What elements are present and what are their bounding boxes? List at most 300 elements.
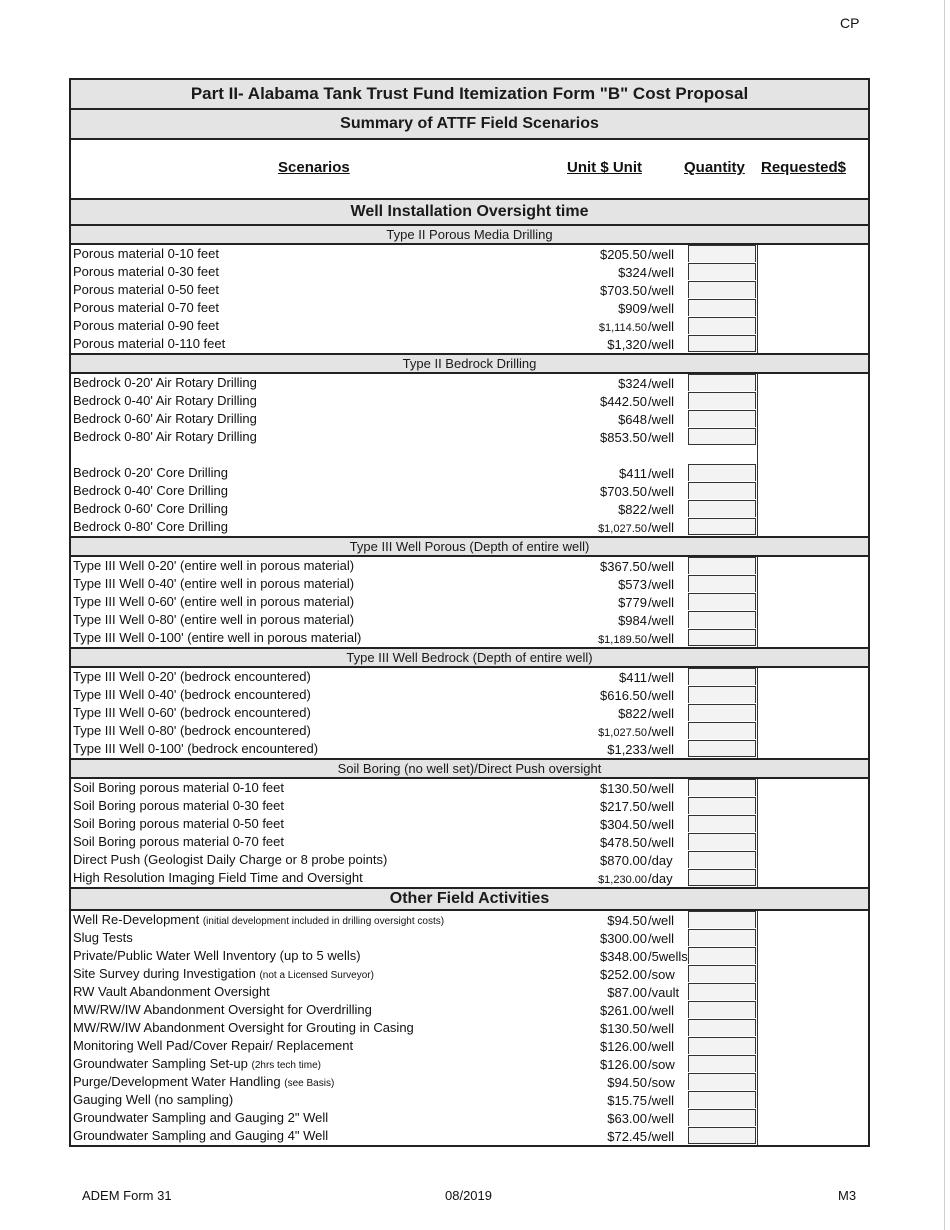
table-row bbox=[71, 965, 868, 983]
scenario-label bbox=[73, 612, 354, 627]
unit-label: /well bbox=[648, 337, 675, 352]
scenario-label bbox=[73, 723, 311, 738]
quantity-input[interactable] bbox=[688, 1073, 756, 1090]
subsection-heading: Type III Well Bedrock (Depth of entire well) bbox=[71, 649, 868, 668]
price-amount: $703.50 bbox=[600, 484, 647, 499]
unit-label: /well bbox=[648, 1129, 675, 1144]
scenario-note: (not a Licensed Surveyor) bbox=[259, 970, 374, 981]
quantity-input[interactable] bbox=[688, 518, 756, 535]
section-other-field: Other Field Activities bbox=[71, 889, 868, 911]
quantity-input[interactable] bbox=[688, 833, 756, 850]
price-amount: $1,189.50 bbox=[598, 634, 647, 646]
subsection-rows bbox=[71, 245, 868, 355]
price-amount: $822 bbox=[618, 502, 647, 517]
scenario-text: Well Re-Development bbox=[73, 912, 200, 927]
table-row bbox=[71, 500, 868, 518]
page-edge bbox=[944, 0, 945, 1230]
table-row bbox=[71, 245, 868, 263]
scenario-text: Bedrock 0-60' Air Rotary Drilling bbox=[73, 411, 257, 426]
scenario-text: Bedrock 0-20' Core Drilling bbox=[73, 465, 228, 480]
col-scenarios: Scenarios bbox=[278, 159, 350, 176]
unit-price bbox=[607, 742, 647, 757]
other-field-rows bbox=[71, 911, 868, 1145]
scenario-label bbox=[73, 687, 311, 702]
unit-price bbox=[619, 466, 647, 481]
unit-price bbox=[598, 724, 647, 739]
quantity-input[interactable] bbox=[688, 410, 756, 427]
unit-price bbox=[600, 559, 647, 574]
unit-label: /well bbox=[648, 835, 675, 850]
subsection-rows bbox=[71, 779, 868, 889]
price-amount: $130.50 bbox=[600, 781, 647, 796]
price-amount: $853.50 bbox=[600, 430, 647, 445]
section-well-installation: Well Installation Oversight time bbox=[71, 200, 868, 226]
scenario-text: Type III Well 0-80' (bedrock encountered) bbox=[73, 723, 311, 738]
unit-price bbox=[600, 853, 647, 868]
scenario-label bbox=[73, 1056, 321, 1071]
scenario-text: Type III Well 0-60' (bedrock encountered) bbox=[73, 705, 311, 720]
scenario-text: Groundwater Sampling and Gauging 4" Well bbox=[73, 1128, 329, 1143]
unit-price bbox=[600, 1003, 647, 1018]
unit-label: /well bbox=[648, 1003, 675, 1018]
price-amount: $205.50 bbox=[600, 247, 647, 262]
table-row bbox=[71, 911, 868, 929]
unit-label: /well bbox=[648, 502, 675, 517]
unit-price bbox=[600, 967, 647, 982]
unit-label: /well bbox=[648, 706, 675, 721]
quantity-input[interactable] bbox=[688, 1019, 756, 1036]
scenario-label bbox=[73, 948, 361, 963]
column-headers bbox=[71, 140, 868, 200]
unit-price bbox=[618, 265, 647, 280]
quantity-input[interactable] bbox=[688, 392, 756, 409]
quantity-input[interactable] bbox=[688, 815, 756, 832]
unit-price bbox=[607, 1111, 647, 1126]
scenario-label bbox=[73, 912, 444, 927]
unit-label: /well bbox=[648, 631, 675, 646]
col-quantity: Quantity bbox=[684, 159, 745, 176]
scenario-label bbox=[73, 501, 228, 516]
price-amount: $616.50 bbox=[600, 688, 647, 703]
scenario-text: Bedrock 0-60' Core Drilling bbox=[73, 501, 228, 516]
unit-label: /well bbox=[648, 931, 675, 946]
scenario-text: Purge/Development Water Handling bbox=[73, 1074, 281, 1089]
quantity-input[interactable] bbox=[688, 965, 756, 982]
scenario-text: Porous material 0-70 feet bbox=[73, 300, 219, 315]
table-row bbox=[71, 1019, 868, 1037]
scenario-text: Type III Well 0-60' (entire well in porous material) bbox=[73, 594, 355, 609]
unit-price bbox=[600, 1021, 647, 1036]
scenario-text: Porous material 0-10 feet bbox=[73, 246, 219, 261]
unit-label: /well bbox=[648, 1021, 675, 1036]
table-row bbox=[71, 518, 868, 536]
table-row bbox=[71, 392, 868, 410]
table-row bbox=[71, 428, 868, 446]
scenario-label bbox=[73, 966, 374, 981]
scenario-label bbox=[73, 300, 219, 315]
scenario-label bbox=[73, 798, 284, 813]
scenario-label bbox=[73, 483, 228, 498]
unit-label: /well bbox=[648, 613, 675, 628]
scenario-text: MW/RW/IW Abandonment Oversight for Grouting in Casing bbox=[73, 1020, 414, 1035]
table-row bbox=[71, 722, 868, 740]
unit-label: /day bbox=[648, 871, 673, 886]
scenario-label bbox=[73, 630, 361, 645]
quantity-input[interactable] bbox=[688, 629, 756, 646]
table-row bbox=[71, 1001, 868, 1019]
unit-price bbox=[607, 1093, 647, 1108]
quantity-input[interactable] bbox=[688, 779, 756, 796]
price-amount: $822 bbox=[618, 706, 647, 721]
unit-price bbox=[600, 283, 647, 298]
unit-price bbox=[600, 247, 647, 262]
quantity-input[interactable] bbox=[688, 851, 756, 868]
subsection-rows bbox=[71, 374, 868, 538]
price-amount: $442.50 bbox=[600, 394, 647, 409]
table-row bbox=[71, 611, 868, 629]
price-amount: $300.00 bbox=[600, 931, 647, 946]
table-row bbox=[71, 704, 868, 722]
unit-label: /well bbox=[648, 283, 675, 298]
quantity-input[interactable] bbox=[688, 1109, 756, 1126]
scenario-label bbox=[73, 1092, 233, 1107]
scenario-label bbox=[73, 870, 363, 885]
unit-label: /well bbox=[648, 319, 675, 334]
price-amount: $648 bbox=[618, 412, 647, 427]
table-row bbox=[71, 1091, 868, 1109]
form-subtitle: Summary of ATTF Field Scenarios bbox=[71, 110, 868, 140]
corner-code: CP bbox=[840, 15, 860, 31]
quantity-input[interactable] bbox=[688, 722, 756, 739]
table-row bbox=[71, 557, 868, 575]
scenario-text: Groundwater Sampling and Gauging 2" Well bbox=[73, 1110, 329, 1125]
unit-price bbox=[600, 688, 647, 703]
quantity-input[interactable] bbox=[688, 1127, 756, 1144]
scenario-note: (2hrs tech time) bbox=[251, 1060, 321, 1071]
unit-label: /well bbox=[648, 484, 675, 499]
table-row bbox=[71, 869, 868, 887]
scenario-label bbox=[73, 816, 284, 831]
unit-label: /well bbox=[648, 913, 675, 928]
unit-price bbox=[607, 985, 647, 1000]
scenario-text: Site Survey during Investigation bbox=[73, 966, 256, 981]
unit-price bbox=[600, 484, 647, 499]
scenario-text: Type III Well 0-100' (bedrock encountered) bbox=[73, 741, 319, 756]
table-row bbox=[71, 686, 868, 704]
price-amount: $94.50 bbox=[607, 913, 647, 928]
scenario-label bbox=[73, 576, 354, 591]
unit-label: /well bbox=[648, 817, 675, 832]
quantity-input[interactable] bbox=[688, 500, 756, 517]
price-amount: $304.50 bbox=[600, 817, 647, 832]
quantity-input[interactable] bbox=[688, 281, 756, 298]
subsection-heading: Type III Well Porous (Depth of entire well) bbox=[71, 538, 868, 557]
price-amount: $1,027.50 bbox=[598, 727, 647, 739]
scenario-label bbox=[73, 984, 270, 999]
unit-price bbox=[600, 430, 647, 445]
unit-price bbox=[598, 631, 647, 646]
unit-label: /well bbox=[648, 577, 675, 592]
unit-price bbox=[600, 1039, 647, 1054]
unit-label: /well bbox=[648, 301, 675, 316]
unit-price bbox=[619, 670, 647, 685]
table-row bbox=[71, 929, 868, 947]
scenario-label bbox=[73, 834, 284, 849]
table-row bbox=[71, 1037, 868, 1055]
unit-price bbox=[618, 613, 647, 628]
quantity-input[interactable] bbox=[688, 611, 756, 628]
scenario-text: Soil Boring porous material 0-50 feet bbox=[73, 816, 285, 831]
price-amount: $15.75 bbox=[607, 1093, 647, 1108]
unit-price bbox=[599, 319, 647, 334]
quantity-input[interactable] bbox=[688, 593, 756, 610]
unit-price bbox=[600, 394, 647, 409]
scenario-label bbox=[73, 393, 257, 408]
unit-price bbox=[618, 376, 647, 391]
quantity-input[interactable] bbox=[688, 740, 756, 757]
scenario-text: Type III Well 0-80' (entire well in porous material) bbox=[73, 612, 355, 627]
scenario-label bbox=[73, 318, 219, 333]
quantity-input[interactable] bbox=[688, 335, 756, 352]
unit-label: /well bbox=[648, 1111, 675, 1126]
unit-label: /sow bbox=[648, 1057, 675, 1072]
form-title: Part II- Alabama Tank Trust Fund Itemization Form "B" Cost Proposal bbox=[71, 80, 868, 110]
unit-label: /well bbox=[648, 466, 675, 481]
quantity-input[interactable] bbox=[688, 668, 756, 685]
table-row bbox=[71, 815, 868, 833]
scenario-text: Type III Well 0-100' (entire well in porous material) bbox=[73, 630, 362, 645]
subsection-heading: Soil Boring (no well set)/Direct Push oversight bbox=[71, 760, 868, 779]
scenario-text: Private/Public Water Well Inventory (up to 5 wells) bbox=[73, 948, 361, 963]
scenario-text: RW Vault Abandonment Oversight bbox=[73, 984, 270, 999]
scenario-text: Type III Well 0-20' (entire well in porous material) bbox=[73, 558, 355, 573]
quantity-input[interactable] bbox=[688, 263, 756, 280]
scenario-label bbox=[73, 1110, 328, 1125]
price-amount: $411 bbox=[619, 466, 647, 481]
unit-price bbox=[607, 913, 647, 928]
scenario-label bbox=[73, 336, 225, 351]
quantity-input[interactable] bbox=[688, 929, 756, 946]
unit-label: /well bbox=[648, 430, 675, 445]
scenario-text: Porous material 0-110 feet bbox=[73, 336, 226, 351]
cost-proposal-form bbox=[69, 78, 870, 1147]
table-row bbox=[71, 1127, 868, 1145]
unit-label: /sow bbox=[648, 967, 675, 982]
scenario-text: High Resolution Imaging Field Time and Oversight bbox=[73, 870, 363, 885]
price-amount: $63.00 bbox=[607, 1111, 647, 1126]
price-amount: $1,027.50 bbox=[598, 523, 647, 535]
scenario-text: Groundwater Sampling Set-up bbox=[73, 1056, 248, 1071]
unit-price bbox=[607, 337, 647, 352]
quantity-input[interactable] bbox=[688, 911, 756, 928]
unit-price bbox=[607, 1129, 647, 1144]
scenario-label bbox=[73, 282, 219, 297]
unit-label: /5wells bbox=[648, 949, 688, 964]
table-row bbox=[71, 983, 868, 1001]
price-amount: $126.00 bbox=[600, 1057, 647, 1072]
scenario-text: Bedrock 0-40' Air Rotary Drilling bbox=[73, 393, 257, 408]
price-amount: $1,114.50 bbox=[598, 322, 647, 334]
unit-label: /well bbox=[648, 412, 675, 427]
price-amount: $573 bbox=[618, 577, 647, 592]
scenario-label bbox=[73, 852, 387, 867]
quantity-input[interactable] bbox=[688, 317, 756, 334]
price-amount: $324 bbox=[618, 265, 647, 280]
scenario-label bbox=[73, 741, 318, 756]
price-amount: $870.00 bbox=[600, 853, 647, 868]
price-amount: $94.50 bbox=[607, 1075, 647, 1090]
scenario-text: Soil Boring porous material 0-70 feet bbox=[73, 834, 285, 849]
quantity-input[interactable] bbox=[688, 869, 756, 886]
price-amount: $703.50 bbox=[600, 283, 647, 298]
quantity-input[interactable] bbox=[688, 797, 756, 814]
table-row bbox=[71, 797, 868, 815]
unit-price bbox=[600, 835, 647, 850]
scenario-label bbox=[73, 429, 257, 444]
col-unit-price: Unit $ Unit bbox=[567, 159, 642, 176]
scenario-text: Bedrock 0-20' Air Rotary Drilling bbox=[73, 375, 257, 390]
unit-label: /vault bbox=[648, 985, 680, 1000]
scenario-text: Type III Well 0-20' (bedrock encountered) bbox=[73, 669, 311, 684]
quantity-input[interactable] bbox=[688, 1001, 756, 1018]
price-amount: $1,233 bbox=[607, 742, 647, 757]
footer-page-code: M3 bbox=[838, 1188, 857, 1203]
price-amount: $217.50 bbox=[600, 799, 647, 814]
quantity-input[interactable] bbox=[688, 245, 756, 262]
unit-label: /well bbox=[648, 1039, 675, 1054]
table-row bbox=[71, 410, 868, 428]
table-row bbox=[71, 947, 868, 965]
unit-price bbox=[618, 706, 647, 721]
scenario-text: Porous material 0-90 feet bbox=[73, 318, 219, 333]
table-row bbox=[71, 740, 868, 758]
quantity-input[interactable] bbox=[688, 374, 756, 391]
quantity-input[interactable] bbox=[688, 686, 756, 703]
scenario-text: Porous material 0-30 feet bbox=[73, 264, 219, 279]
table-row bbox=[71, 1109, 868, 1127]
scenario-label bbox=[73, 558, 354, 573]
col-requested: Requested$ bbox=[761, 159, 847, 176]
unit-price bbox=[618, 412, 647, 427]
unit-price bbox=[618, 502, 647, 517]
table-row bbox=[71, 575, 868, 593]
unit-price bbox=[618, 577, 647, 592]
price-amount: $324 bbox=[618, 376, 647, 391]
scenario-label bbox=[73, 1002, 372, 1017]
table-row bbox=[71, 464, 868, 482]
unit-price bbox=[600, 817, 647, 832]
unit-label: /well bbox=[648, 742, 675, 757]
quantity-input[interactable] bbox=[688, 1091, 756, 1108]
unit-label: /day bbox=[648, 853, 673, 868]
scenario-text: Porous material 0-50 feet bbox=[73, 282, 219, 297]
scenario-label bbox=[73, 519, 228, 534]
unit-label: /well bbox=[648, 520, 675, 535]
unit-label: /well bbox=[648, 394, 675, 409]
price-amount: $411 bbox=[619, 670, 647, 685]
scenario-label bbox=[73, 411, 257, 426]
quantity-input[interactable] bbox=[688, 983, 756, 1000]
footer-form-id: ADEM Form 31 bbox=[82, 1188, 172, 1203]
table-row bbox=[71, 482, 868, 500]
price-amount: $252.00 bbox=[600, 967, 647, 982]
subsection-heading: Type II Bedrock Drilling bbox=[71, 355, 868, 374]
scenario-note: (see Basis) bbox=[284, 1078, 335, 1089]
unit-label: /well bbox=[648, 247, 675, 262]
scenario-label bbox=[73, 594, 354, 609]
subsection-heading: Type II Porous Media Drilling bbox=[71, 226, 868, 245]
quantity-input[interactable] bbox=[688, 575, 756, 592]
quantity-input[interactable] bbox=[688, 464, 756, 481]
scenario-label bbox=[73, 465, 228, 480]
scenario-label bbox=[73, 246, 219, 261]
table-row bbox=[71, 335, 868, 353]
table-row bbox=[71, 1073, 868, 1091]
unit-label: /well bbox=[648, 781, 675, 796]
scenario-text: Soil Boring porous material 0-10 feet bbox=[73, 780, 285, 795]
unit-label: /well bbox=[648, 670, 675, 685]
price-amount: $130.50 bbox=[600, 1021, 647, 1036]
unit-price bbox=[598, 520, 647, 535]
scenario-label bbox=[73, 1128, 328, 1143]
table-row bbox=[71, 317, 868, 335]
price-amount: $87.00 bbox=[607, 985, 647, 1000]
quantity-input[interactable] bbox=[688, 704, 756, 721]
unit-label: /well bbox=[648, 724, 675, 739]
unit-price bbox=[600, 949, 647, 964]
scenario-text: Slug Tests bbox=[73, 930, 133, 945]
price-amount: $348.00 bbox=[600, 949, 647, 964]
scenario-text: MW/RW/IW Abandonment Oversight for Overdrilling bbox=[73, 1002, 372, 1017]
quantity-input[interactable] bbox=[688, 428, 756, 445]
quantity-input[interactable] bbox=[688, 299, 756, 316]
scenario-note: (initial development included in drilling oversight costs) bbox=[202, 916, 445, 927]
table-row bbox=[71, 1055, 868, 1073]
scenario-text: Soil Boring porous material 0-30 feet bbox=[73, 798, 285, 813]
table-row bbox=[71, 593, 868, 611]
table-row bbox=[71, 281, 868, 299]
price-amount: $126.00 bbox=[600, 1039, 647, 1054]
scenario-text: Direct Push (Geologist Daily Charge or 8 probe points) bbox=[73, 852, 388, 867]
quantity-input[interactable] bbox=[688, 947, 756, 964]
unit-label: /well bbox=[648, 559, 675, 574]
quantity-input[interactable] bbox=[688, 557, 756, 574]
unit-label: /well bbox=[648, 688, 675, 703]
table-row bbox=[71, 299, 868, 317]
unit-price bbox=[600, 1057, 647, 1072]
scenario-label bbox=[73, 264, 219, 279]
unit-label: /well bbox=[648, 1093, 675, 1108]
unit-price bbox=[598, 871, 647, 886]
price-amount: $72.45 bbox=[607, 1129, 647, 1144]
table-row bbox=[71, 833, 868, 851]
unit-price bbox=[607, 1075, 647, 1090]
quantity-input[interactable] bbox=[688, 1055, 756, 1072]
price-amount: $478.50 bbox=[600, 835, 647, 850]
quantity-input[interactable] bbox=[688, 1037, 756, 1054]
price-amount: $1,320 bbox=[607, 337, 647, 352]
subsection-rows bbox=[71, 668, 868, 760]
quantity-input[interactable] bbox=[688, 482, 756, 499]
scenario-label bbox=[73, 930, 133, 945]
unit-label: /well bbox=[648, 595, 675, 610]
unit-price bbox=[600, 799, 647, 814]
scenario-text: Gauging Well (no sampling) bbox=[73, 1092, 234, 1107]
subsection-rows bbox=[71, 557, 868, 649]
scenario-label bbox=[73, 705, 311, 720]
scenario-label bbox=[73, 1038, 353, 1053]
scenario-text: Bedrock 0-40' Core Drilling bbox=[73, 483, 228, 498]
